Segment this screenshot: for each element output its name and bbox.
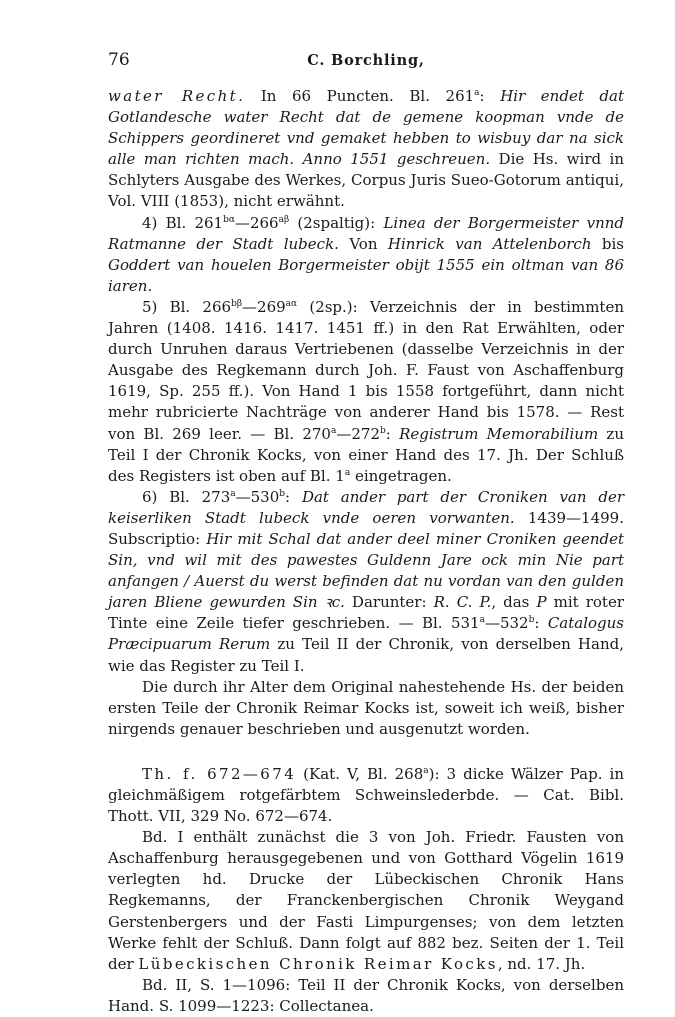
text-span: , das [491,593,537,612]
italic-quote: Linea der Borgermeister vnnd Ratmanne der Stadt lubeck. [108,213,624,253]
paragraph-3 [108,297,624,487]
text-span: mit roter Tinte eine Zeile tiefer geschrieben. — Bl. 531 [108,593,624,633]
italic-quote: Registrum Memorabilium [399,424,599,443]
superscript: b [380,425,386,436]
text-span: In 66 Puncten. Bl. 261 [245,87,475,105]
text-span: : [385,424,400,443]
superscript: bα [223,214,235,225]
text-span: eingetragen. [350,466,452,485]
paragraph-5: Die durch ihr Alter dem Original nahestehende Hs. der beiden ersten Teile der Chronik Reimar Kocks ist, soweit ich weiß, bisher nirgends genauer beschrieben und ausgenutzt worden. [108,677,624,738]
text-span: Von [338,234,388,253]
paragraph-7 [108,827,624,975]
page-body [108,86,624,1017]
shelfmark: Th. f. 672—674 [142,764,297,783]
text-span: Darunter: [344,593,434,612]
italic-quote: R. C. P. [433,593,492,612]
italic-quote: Hinrick van Attelenborch [387,234,592,253]
text-span: 4) Bl. 261 [142,213,224,232]
italic-quote: Dat ander part der Croniken van der keiserliken Stadt lubeck vnde oeren vorwanten. [108,487,625,527]
superscript: aβ [278,214,290,225]
running-head: C. Borchling, [307,52,425,69]
text-span: (Kat. V, Bl. 268 [296,764,424,783]
page-number: 76 [108,50,130,70]
text-span: : [479,87,501,105]
superscript: bβ [231,298,243,309]
text-span: (2spaltig): [289,213,384,232]
italic-quote: P [536,593,547,612]
text-span: (2sp.): Verzeichnis der in bestimmten Jahren (1408. 1416. 1417. 1451 ff.) in den Rat Erwählten, oder durch Unruhen daraus Vertriebenen (dasselbe Verzeichnis in der Ausgabe des Regkemann durch Joh. F. Faust von Aschaffenburg 1619, Sp. 255 ff.). Von Hand 1 bis 1558 fortgeführt, dann nicht mehr rubricierte Nachträge von anderer Hand bis 1578. — Rest von Bl. 269 leer. — Bl. 270 [108,297,624,443]
page-header [108,50,624,80]
italic-quote: Catalogus Præcipuarum Rerum [108,614,624,654]
text-span: bis [591,234,624,253]
superscript: a [230,488,236,499]
superscript: a [479,615,485,626]
text-span: water Recht. [108,87,246,105]
superscript: b [528,615,535,626]
superscript: a [344,467,351,478]
text-span: 1439—1499. Subscriptio: [108,508,624,548]
text-span: Die Hs. wird in Schlyters Ausgabe des Werkes, Corpus Juris Sueo-Gotorum antiqui, Vol. VIII (1853), nicht erwähnt. [108,150,624,211]
text-span: 5) Bl. 266 [142,297,232,316]
spaced-title: Lübeckischen Chronik Reimar Kocks [138,954,498,973]
text-span: zu Teil II der Chronik, von derselben Hand, wie das Register zu Teil I. [108,635,624,675]
text-span: Bd. I enthält zunächst die 3 von Joh. Friedr. Fausten von Aschaffenburg herausgegebenen und von Gotthard Vögelin 1619 verlegten hd. Drucke der Lübeckischen Chronik Hans Regkemanns, der Franckenbergischen Chronik Weygand Gerstenbergers und der Fasti Limpurgenses; von dem letzten Werke fehlt der Schluß. Dann folgt auf 882 bez. Seiten der 1. Teil der [108,828,624,973]
superscript: a [330,425,337,436]
text-span: : [285,487,302,506]
superscript: aα [285,298,298,309]
paragraph-2 [108,213,624,297]
paragraph-1 [108,86,624,213]
superscript: a [474,88,480,98]
text-span: —530 [235,487,280,506]
text-span: , nd. 17. Jh. [497,954,586,973]
italic-quote: Hir mit Schal dat ander deel miner Croniken geendet Sin, vnd wil mit des pawestes Guldenn Jare ock min Nie part anfangen / Auerst du werst befinden dat nu vordan van den gulden jaren Bliene gewurden Sin ꝛc. [108,529,624,612]
section-gap [108,740,624,764]
text-span: —532 [484,614,529,633]
text-span: ): 3 dicke Wälzer Pap. in gleichmäßigem rotgefärbtem Schweinslederbde. — Cat. Bibl. Thott. VII, 329 No. 672—674. [108,764,624,826]
text-span: : [534,614,548,633]
superscript: b [279,488,286,499]
paragraph-6 [108,764,624,827]
text-span: 6) Bl. 273 [142,487,231,506]
superscript: a [423,765,429,776]
italic-quote: Hir endet dat Gotlandesche water Recht dat de gemene koopman vnde de Schippers geordineret vnd gemaket hebben to wisbuy dar na sick alle man richten mach. Anno 1551 geschreuen. [108,87,624,169]
text-span: —266 [234,213,279,232]
paragraph-4 [108,487,624,677]
text-span: zu Teil I der Chronik Kocks, von einer Hand des 17. Jh. Der Schluß des Registers ist oben auf Bl. 1 [108,424,624,485]
text-span: —272 [336,424,380,443]
paragraph-8: Bd. II, S. 1—1096: Teil II der Chronik Kocks, von derselben Hand. S. 1099—1223: Collectanea. [108,975,624,1015]
italic-quote: Goddert van houelen Borgermeister obijt 1555 ein oltman van 86 iaren. [108,255,624,295]
text-span: —269 [242,297,286,316]
